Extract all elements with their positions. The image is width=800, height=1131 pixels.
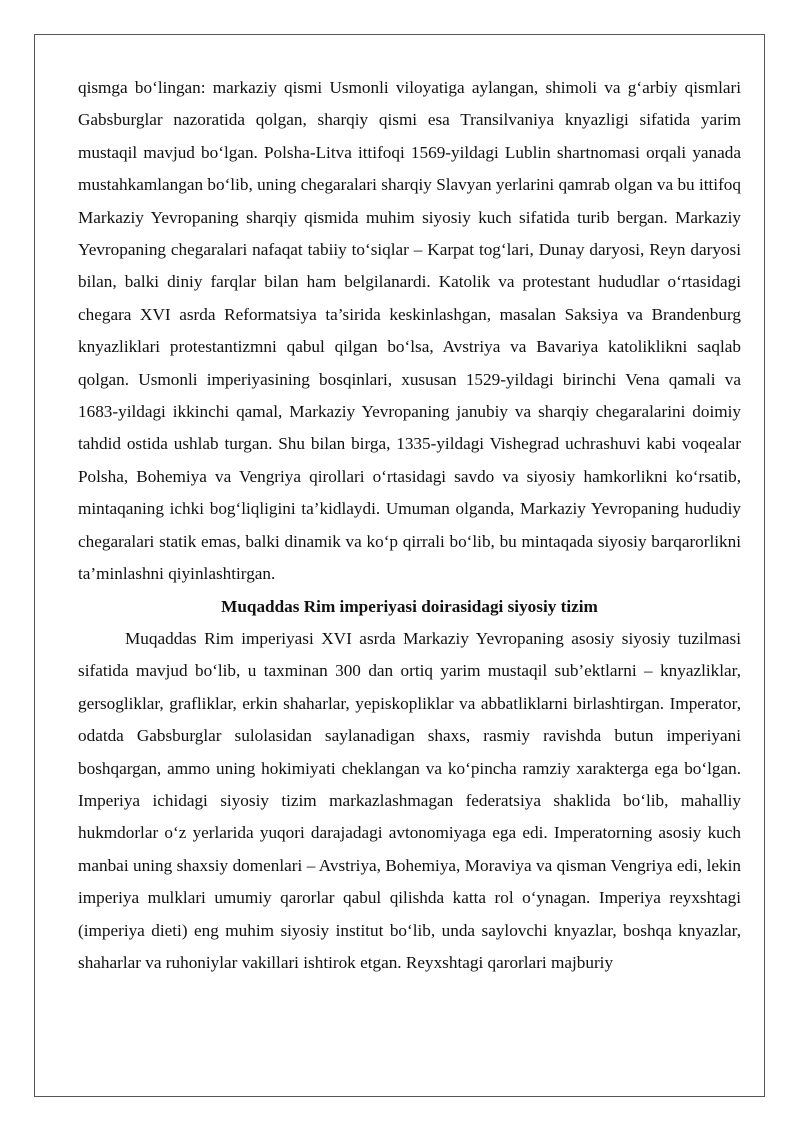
document-body: [78, 72, 741, 979]
paragraph-continuation: qismga bo‘lingan: markaziy qismi Usmonli viloyatiga aylangan, shimoli va g‘arbiy qismlari Gabsburglar nazoratida qolgan, sharqiy qismi esa Transilvaniya knyazligi sifatida yarim mustaqil mavjud bo‘lgan. Polsha-Litva ittifoqi 1569-yildagi Lublin shartnomasi orqali yanada mustahkamlangan bo‘lib, uning chegaralari sharqiy Slavyan yerlarini qamrab olgan va bu ittifoq Markaziy Yevropaning sharqiy qismida muhim siyosiy kuch sifatida turib bergan. Markaziy Yevropaning chegaralari nafaqat tabiiy to‘siqlar – Karpat tog‘lari, Dunay daryosi, Reyn daryosi bilan, balki diniy farqlar bilan ham belgilanardi. Katolik va protestant hududlar o‘rtasidagi chegara XVI asrda Reformatsiya ta’sirida keskinlashgan, masalan Saksiya va Brandenburg knyazliklari protestantizmni qabul qilgan bo‘lsa, Avstriya va Bavariya katoliklikni saqlab qolgan. Usmonli imperiyasining bosqinlari, xususan 1529-yildagi birinchi Vena qamali va 1683-yildagi ikkinchi qamal, Markaziy Yevropaning janubiy va sharqiy chegaralarini doimiy tahdid ostida ushlab turgan. Shu bilan birga, 1335-yildagi Vishegrad uchrashuvi kabi voqealar Polsha, Bohemiya va Vengriya qirollari o‘rtasidagi savdo va siyosiy hamkorlikni ko‘rsatib, mintaqaning ichki bog‘liqligini ta’kidlaydi. Umuman olganda, Markaziy Yevropaning hududiy chegaralari statik emas, balki dinamik va ko‘p qirrali bo‘lib, bu mintaqada siyosiy barqarorlikni ta’minlashni qiyinlashtirgan.: [78, 78, 741, 584]
section-heading: Muqaddas Rim imperiyasi doirasidagi siyosiy tizim: [221, 596, 598, 616]
paragraph-holy-roman-empire: Muqaddas Rim imperiyasi XVI asrda Markaziy Yevropaning asosiy siyosiy tuzilmasi sifatida mavjud bo‘lib, u taxminan 300 dan ortiq yarim mustaqil sub’ektlarni – knyazliklar, gersogliklar, grafliklar, erkin shaharlar, yepiskopliklar va abbatliklarni birlashtirgan. Imperator, odatda Gabsburglar sulolasidan saylanadigan shaxs, rasmiy ravishda butun imperiyani boshqargan, ammo uning hokimiyati cheklangan va ko‘pincha ramziy xarakterga ega bo‘lgan. Imperiya ichidagi siyosiy tizim markazlashmagan federatsiya shaklida bo‘lib, mahalliy hukmdorlar o‘z yerlarida yuqori darajadagi avtonomiyaga ega edi. Imperatorning asosiy kuch manbai uning shaxsiy domenlari – Avstriya, Bohemiya, Moraviya va qisman Vengriya edi, lekin imperiya mulklari umumiy qarorlar qabul qilishda katta rol o‘ynagan. Imperiya reyxshtagi (imperiya dieti) eng muhim siyosiy institut bo‘lib, unda saylovchi knyazlar, boshqa knyazlar, shaharlar va ruhoniylar vakillari ishtirok etgan. Reyxshtagi qarorlari majburiy: [78, 628, 741, 972]
